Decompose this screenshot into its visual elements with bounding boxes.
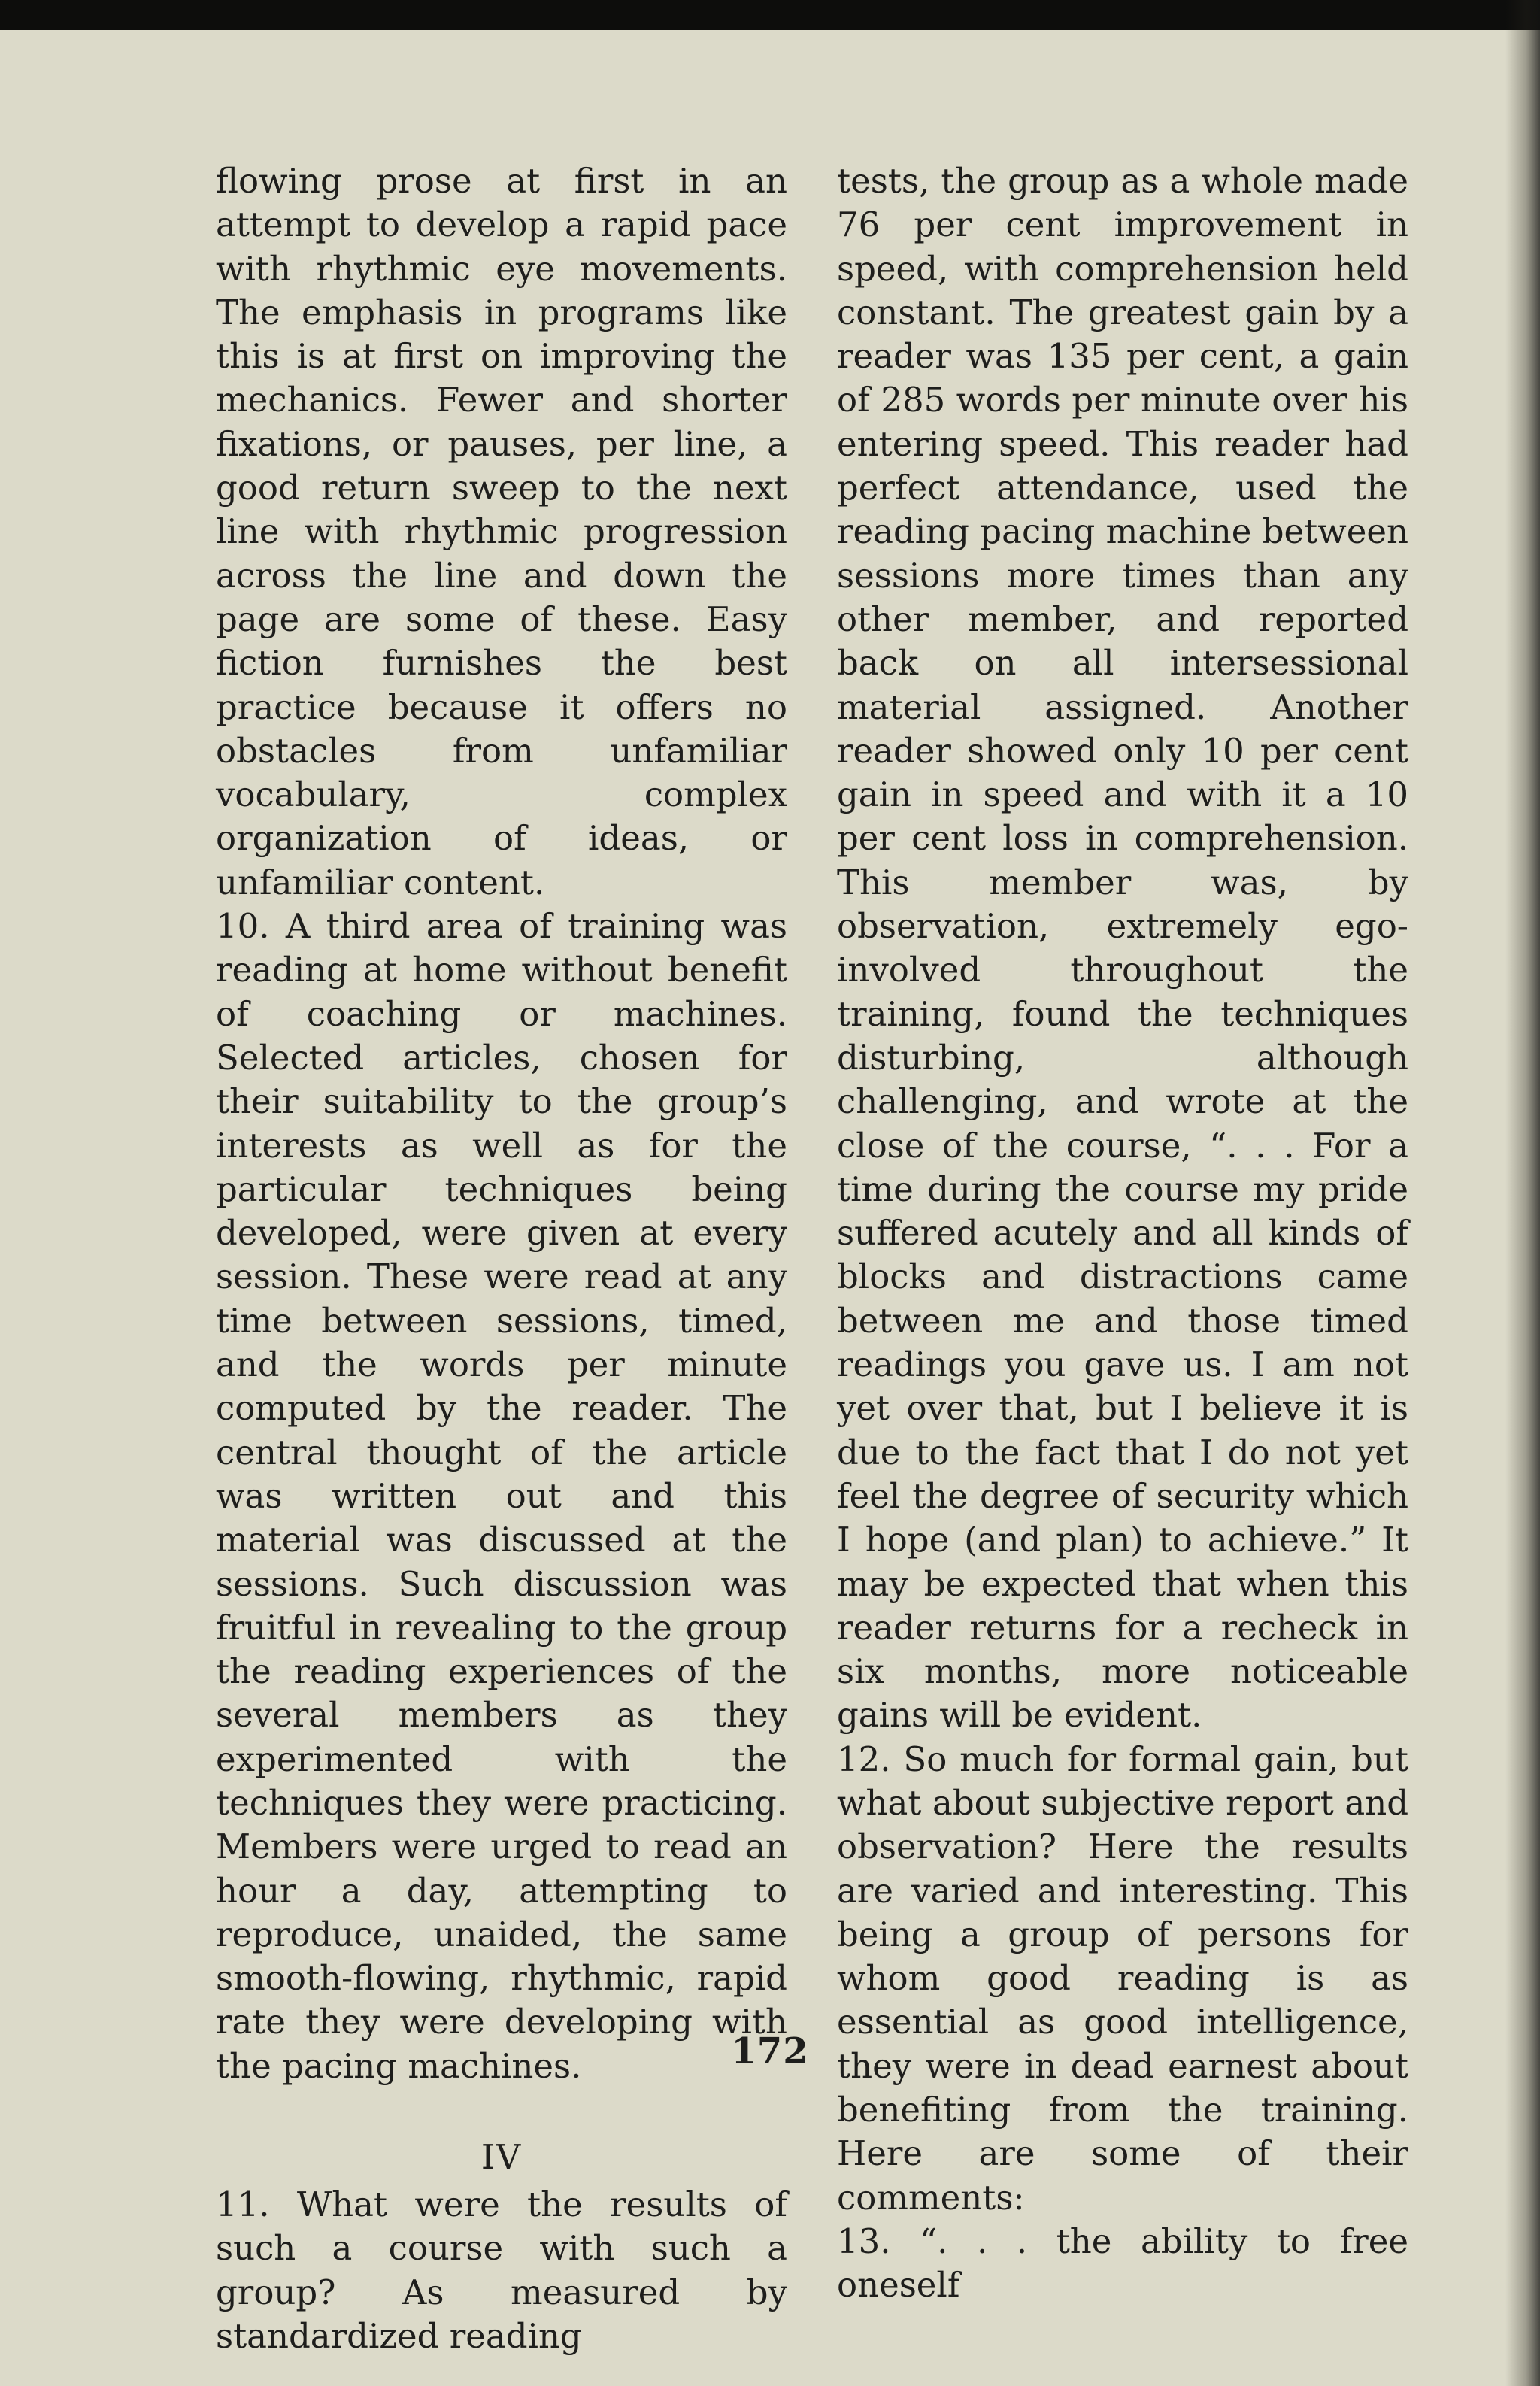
paragraph: 11. What were the results of such a course with such a group? As measured by standardized reading [216, 2184, 787, 2356]
right-text-column [837, 159, 1408, 2308]
paragraph: 13. “. . . the ability to free oneself [837, 2221, 1408, 2306]
paragraph: tests, the group as a whole made 76 per cent improvement in speed, with comprehension held constant. The greatest gain by a reader was 135 per cent, a gain of 285 words per minute over his entering speed. This reader had perfect attendance, used the reading pacing machine between sessions more times than any other member, and reported back on all intersessional material assigned. Another reader showed only 10 per cent gain in speed and with it a 10 per cent loss in comprehension. This member was, by observation, extremely ego-involved throughout the training, found the techniques disturbing, although challenging, and wrote at the close of the course, “. . . For a time during the course my pride suffered acutely and all kinds of blocks and distractions came between me and those timed readings you gave us. I am not yet over that, but I believe it is due to the fact that I do not yet feel the degree of security which I hope (and plan) to achieve.” It may be expected that when this reader returns for a recheck in six months, more noticeable gains will be evident. [837, 161, 1408, 1736]
paragraph: 12. So much for formal gain, but what about subjective report and observation? Here the results are varied and interesting. This being a group of persons for whom good reading is as essential as good intelligence, they were in dead earnest about benefiting from the training. Here are some of their comments: [837, 1739, 1408, 2218]
paragraph: flowing prose at first in an attempt to develop a rapid pace with rhythmic eye movements. The emphasis in programs like this is at first on improving the mechanics. Fewer and shorter fixations, or pauses, per line, a good return sweep to the next line with rhythmic progression across the line and down the page are some of these. Easy fiction furnishes the best practice because it offers no obstacles from unfamiliar vocabulary, complex organization of ideas, or unfamiliar content. [216, 161, 787, 902]
left-text-column [216, 159, 787, 2358]
scan-top-border [0, 0, 1540, 30]
paragraph: 10. A third area of training was reading at home without benefit of coaching or machines. Selected articles, chosen for their suitability to the group’s interests as well as for the particular techniques being developed, were given at every session. These were read at any time between sessions, timed, and the words per minute computed by the reader. The central thought of the article was written out and this material was discussed at the sessions. Such discussion was fruitful in revealing to the group the reading experiences of the several members as they experimented with the techniques they were practicing. Members were urged to read an hour a day, attempting to reproduce, unaided, the same smooth-flowing, rhythmic, rapid rate they were developing with the pacing machines. [216, 906, 787, 2086]
page-gutter-shadow [1505, 0, 1540, 2386]
section-heading: IV [480, 2137, 523, 2178]
page-number: 172 [731, 2030, 809, 2072]
